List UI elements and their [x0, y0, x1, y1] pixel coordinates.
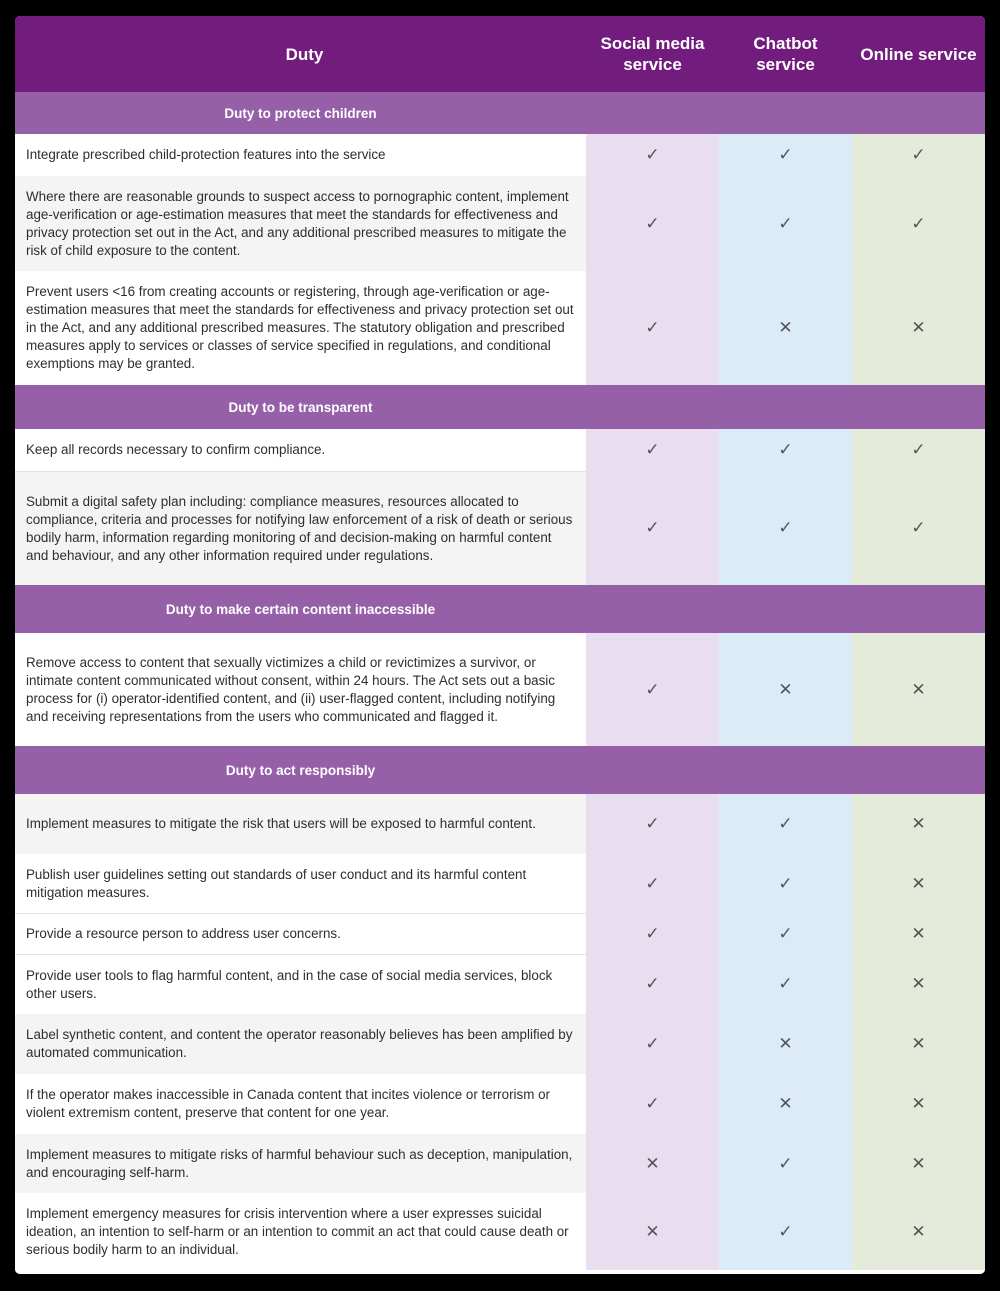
online-check-icon: ✓ — [852, 134, 985, 176]
social-media-check-icon: ✓ — [586, 176, 719, 271]
table-row — [15, 1074, 985, 1134]
table-row — [15, 854, 985, 913]
duty-description: Prevent users <16 from creating accounts or registering, through age-verification or age-estimation measures that meet the standards for effectiveness and privacy protection set out in the Act, and any additional prescribed measures. The statutory obligation and prescribed measures apply to services or classes of service specified in regulations, and conditional exemptions may be granted. — [26, 284, 574, 371]
section-header — [15, 92, 985, 134]
chatbot-check-icon: ✓ — [719, 1193, 852, 1270]
header-social-media-service: Social media service — [600, 34, 705, 74]
online-cross-icon: ✕ — [852, 794, 985, 854]
duty-description: Implement measures to mitigate risks of harmful behaviour such as deception, manipulation, and encouraging self-harm. — [15, 1134, 586, 1193]
chatbot-cross-icon: ✕ — [719, 1074, 852, 1134]
social-media-check-icon: ✓ — [586, 429, 719, 471]
online-cross-icon: ✕ — [852, 1193, 985, 1270]
section-title: Duty to act responsibly — [225, 762, 376, 778]
section-title: Duty to make certain content inaccessible — [165, 601, 436, 617]
social-media-check-icon: ✓ — [586, 854, 719, 913]
duty-description: Implement measures to mitigate the risk that users will be exposed to harmful content. — [15, 794, 586, 854]
chatbot-check-icon: ✓ — [719, 794, 852, 854]
duty-description: Implement emergency measures for crisis intervention where a user expresses suicidal ideation, an intention to self-harm or an intention to commit an act that could cause death or serious bodily harm to an individual. — [26, 1205, 569, 1257]
duty-description: Provide user tools to flag harmful content, and in the case of social media services, block other users. — [15, 954, 586, 1014]
table-body — [15, 92, 985, 1270]
social-media-cross-icon: ✕ — [586, 1193, 719, 1270]
duty-description: Remove access to content that sexually victimizes a child or revictimizes a survivor, or intimate content communicated without consent, within 24 hours. The Act sets out a basic process for (i) operator-identified content, and (ii) user-flagged content, including notifying and receiving representations from the users who communicated and flagged it. — [26, 654, 556, 724]
social-media-check-icon: ✓ — [586, 913, 719, 954]
table-row — [15, 429, 985, 471]
online-cross-icon: ✕ — [852, 913, 985, 954]
online-cross-icon: ✕ — [852, 854, 985, 913]
table-row — [15, 1193, 985, 1270]
table-row — [15, 134, 985, 176]
table-header — [15, 16, 985, 92]
table-row — [15, 471, 985, 585]
table-row — [15, 271, 985, 385]
table-row — [15, 1014, 985, 1074]
duty-description: Keep all records necessary to confirm compliance. — [26, 442, 326, 457]
duty-description: Publish user guidelines setting out standards of user conduct and its harmful content mitigation measures. — [26, 866, 527, 900]
section-header — [15, 585, 985, 633]
section-title: Duty to protect children — [224, 105, 377, 121]
header-chatbot-service: Chatbot service — [753, 34, 818, 74]
header-online-service: Online service — [860, 44, 977, 64]
section-header — [15, 746, 985, 794]
social-media-check-icon: ✓ — [586, 1074, 719, 1134]
table-row — [15, 794, 985, 854]
social-media-cross-icon: ✕ — [586, 1134, 719, 1193]
online-cross-icon: ✕ — [852, 1014, 985, 1074]
social-media-check-icon: ✓ — [586, 1014, 719, 1074]
social-media-check-icon: ✓ — [586, 271, 719, 385]
online-check-icon: ✓ — [852, 176, 985, 271]
online-cross-icon: ✕ — [852, 1134, 985, 1193]
duty-description: Where there are reasonable grounds to suspect access to pornographic content, implement age-verification or age-estimation measures that meet the standards for effectiveness and privacy protection set out in the Act, and any additional prescribed measures to mitigate the risk of child exposure to the content. — [15, 176, 586, 271]
section-header — [15, 385, 985, 429]
duty-description: Integrate prescribed child-protection features into the service — [26, 147, 386, 162]
duty-description: Label synthetic content, and content the operator reasonably believes has been amplified by automated communication. — [15, 1014, 586, 1074]
header-duty: Duty — [285, 44, 324, 64]
social-media-check-icon: ✓ — [586, 471, 719, 585]
table-row — [15, 176, 985, 271]
online-check-icon: ✓ — [852, 429, 985, 471]
online-cross-icon: ✕ — [852, 633, 985, 746]
online-cross-icon: ✕ — [852, 1074, 985, 1134]
social-media-check-icon: ✓ — [586, 633, 719, 746]
table-bottom-edge — [15, 1270, 985, 1274]
chatbot-check-icon: ✓ — [719, 176, 852, 271]
table-row — [15, 913, 985, 954]
duty-description: If the operator makes inaccessible in Canada content that incites violence or terrorism or violent extremism content, preserve that content for one year. — [26, 1087, 550, 1120]
online-cross-icon: ✕ — [852, 954, 985, 1014]
table-row — [15, 633, 985, 746]
table-row — [15, 1134, 985, 1193]
chatbot-cross-icon: ✕ — [719, 271, 852, 385]
duty-description: Submit a digital safety plan including: compliance measures, resources allocated to compliance, criteria and processes for notifying law enforcement of a risk of death or serious bodily harm, information regarding monitoring of and decision-making on harmful content and behaviour, and any other information required under regulations. — [15, 471, 586, 585]
chatbot-check-icon: ✓ — [719, 429, 852, 471]
chatbot-check-icon: ✓ — [719, 1134, 852, 1193]
social-media-check-icon: ✓ — [586, 794, 719, 854]
online-cross-icon: ✕ — [852, 271, 985, 385]
social-media-check-icon: ✓ — [586, 134, 719, 176]
chatbot-cross-icon: ✕ — [719, 1014, 852, 1074]
chatbot-check-icon: ✓ — [719, 954, 852, 1014]
chatbot-check-icon: ✓ — [719, 854, 852, 913]
social-media-check-icon: ✓ — [586, 954, 719, 1014]
chatbot-check-icon: ✓ — [719, 471, 852, 585]
duties-table — [15, 16, 985, 1274]
section-title: Duty to be transparent — [228, 399, 373, 415]
chatbot-cross-icon: ✕ — [719, 633, 852, 746]
duty-description: Provide a resource person to address user concerns. — [15, 913, 586, 954]
chatbot-check-icon: ✓ — [719, 134, 852, 176]
chatbot-check-icon: ✓ — [719, 913, 852, 954]
online-check-icon: ✓ — [852, 471, 985, 585]
table-row — [15, 954, 985, 1014]
